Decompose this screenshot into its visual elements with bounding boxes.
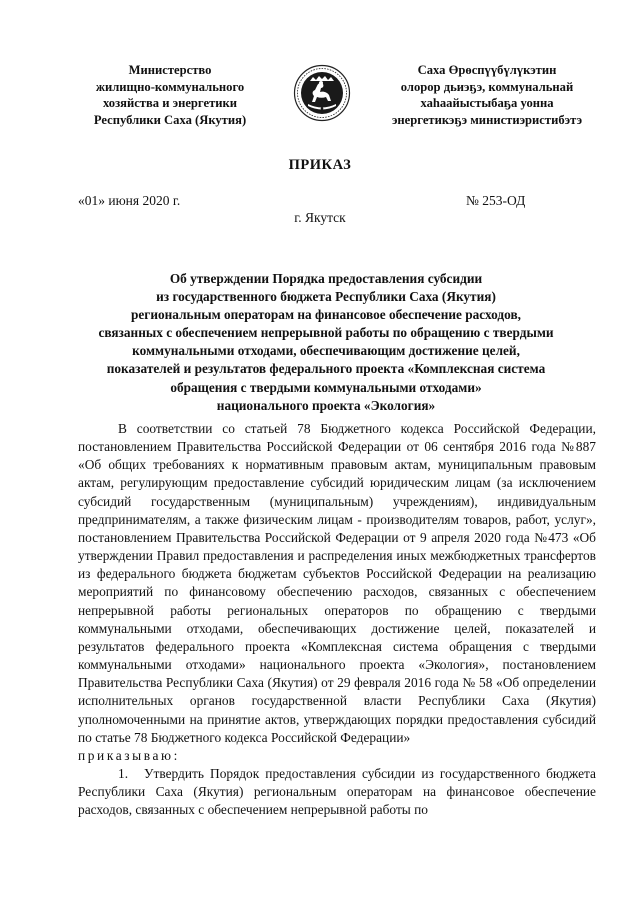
title-line: связанных с обеспечением непрерывной работы по обращению с твердыми [98, 325, 554, 341]
title-line: показателей и результатов федерального проекта «Комплексная система [106, 361, 546, 377]
preamble-paragraph: В соответствии со статьей 78 Бюджетного кодекса Российской Федерации, постановлением Правительства Российской Федерации от 06 сентября 2016 года №887 «Об общих требованиях к нормативным правовым актам, муниципальным правовым актам, регулирующим предоставление субсидий юридическим лицам (за исключением субсидий государственным (муниципальным) учреждениям), индивидуальным предпринимателям, а также физическим лицам - производителям товаров, работ, услуг», постановлением Правительства Российской Федерации от 9 апреля 2020 года №473 «Об утверждении Правил предоставления и распределения иных межбюджетных трансфертов из федерального бюджета бюджетам субъектов Российской Федерации на реализацию мероприятий по финансовому обеспечению расходов, связанных с обеспечением непрерывной работы региональных операторов по обращению с твердыми коммунальными отходами, обеспечивающих достижение целей, показателей и результатов федерального проекта «Комплексная система обращения с твердыми коммунальными отходами» национального проекта «Экология», постановлением Правительства Республики Саха (Якутия) от 29 февраля 2016 года № 58 «Об определении исполнительных органов государственной власти Республики Саха (Якутия) уполномоченными на принятие актов, утверждающих порядки предоставления субсидий по статье 78 Бюджетного кодекса Российской Федерации» [78, 421, 596, 745]
ministry-ru-line: Республики Саха (Якутия) [93, 112, 247, 127]
order-word: приказываю: [78, 747, 180, 763]
document-title [70, 270, 582, 415]
letterhead [0, 62, 640, 132]
ministry-sah-line: энергетикэҕэ министиэристибэтэ [391, 112, 583, 127]
clause-1-number: 1. [118, 765, 129, 781]
ministry-name-sakha [358, 62, 616, 128]
ministry-sah-line: хаһаайыстыбаҕа уонна [420, 96, 554, 110]
title-line: коммунальными отходами, обеспечивающим достижение целей, [132, 343, 520, 359]
document-place: г. Якутск [294, 210, 346, 225]
document-number: № 253-ОД [466, 193, 526, 208]
title-line: региональным операторам на финансовое обеспечение расходов, [131, 307, 521, 323]
clause-1-text: Утвердить Порядок предоставления субсидии из государственного бюджета Республики Саха (Якутия) региональным операторам на финансовое обеспечение расходов, связанных с обеспечением непрерывной работы по [78, 765, 596, 818]
ministry-sah-line: олорор дьиэҕэ, коммунальнай [400, 79, 574, 94]
ministry-ru-line: хозяйства и энергетики [102, 96, 238, 110]
coat-of-arms-icon [293, 64, 351, 122]
ministry-ru-line: жилищно-коммунального [95, 79, 245, 94]
title-line: обращения с твердыми коммунальными отходами» [170, 379, 482, 395]
clause-1 [78, 765, 596, 819]
title-line: Об утверждении Порядка предоставления субсидии [169, 271, 483, 286]
document-type-heading: ПРИКАЗ [288, 157, 352, 173]
title-line: национального проекта «Экология» [216, 397, 436, 413]
ministry-name-russian [70, 62, 270, 128]
document-body [78, 420, 596, 819]
document-date: «01» июня 2020 г. [78, 193, 181, 208]
title-line: из государственного бюджета Республики Саха (Якутия) [156, 289, 496, 305]
ministry-sah-line: Саха Өрөспүүбүлүкэтин [417, 63, 557, 77]
ministry-ru-line: Министерство [128, 63, 212, 77]
